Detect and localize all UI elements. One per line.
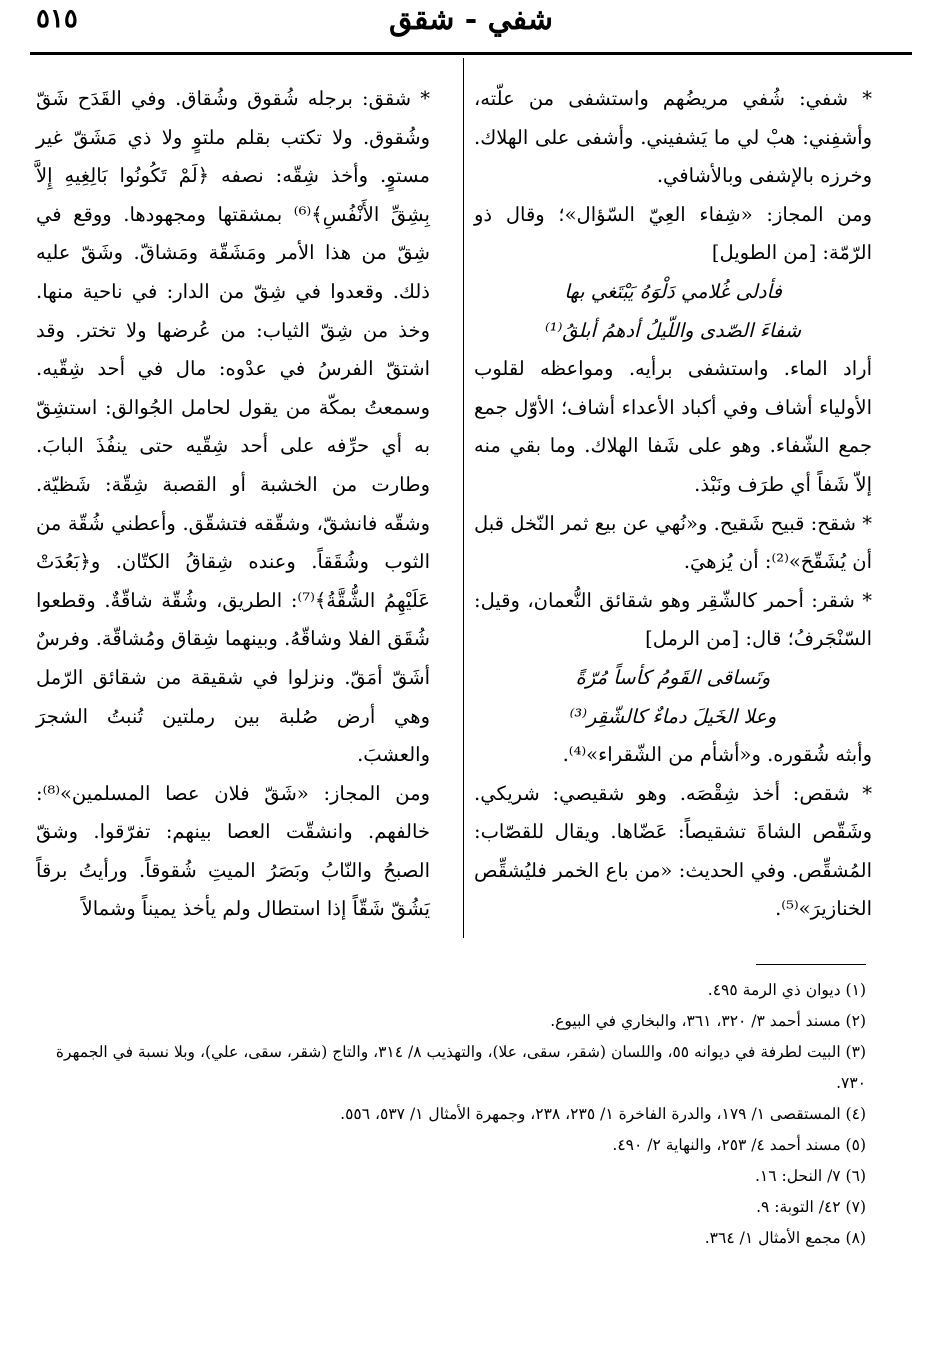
footnote: (٤) المستقصى ١/ ١٧٩، والدرة الفاخرة ١/ ٢٣٥، ٢٣٨، وجمهرة الأمثال ١/ ٥٣٧، ٥٥٦. (340, 1105, 866, 1123)
header-rule (30, 52, 912, 55)
majaz-intro: ومن المجاز: «شِفاء العِيّ السّؤال»؛ وقال ذو الرّمّة: [من الطويل] (474, 202, 872, 265)
footnote: (٧) ٤٢/ التوبة: ٩. (756, 1198, 866, 1216)
entry-shaqaq: * شقق: برجله شُقوق وشُقاق. وفي القَدَح شَقّ وشُقوق. ولا تكتب بقلم ملتوٍ ولا ذي مَشَقّ غير مستوٍ. وأخذ شِقّه: نصفه ﴿لَمْ تَكُونُوا بَالِغِيهِ إِلاَّ بِشِقِّ الأَنْفُسِ﴾⁽⁶⁾ بمشقتها ومجهودها. ووقع في شِقّ من هذا الأمر ومَشَقّة ومَشاقّ. وشَقّ عليه ذلك. وقعدوا في شِقّ من الدار: في ناحية منها. وخذ من شِقّ الثياب: من عُرضها ولا تختر. وقد اشتقّ الفرسُ في عدْوه: مال في أحد شِقّيه. وسمعتُ بمكّة من يقول لحامل الجُوالق: استشِقّ به أي حرِّفه على أحد شِقّيه حتى ينفُذَ البابَ. وطارت من الخشبة أو القصبة شِقّة: شَظيّة. وشقّه فانشقّ، وشقّقه فتشقّق. وأعطني شُقّة من الثوب وشُقَقاً. وعنده شِقاقُ الكتّان. و﴿بَعُدَتْ عَلَيْهِمُ الشُّقَّةُ﴾⁽⁷⁾: الطريق، وشُقّة شاقّةٌ. وقطعوا شُقَق الفلا وشاقّهُ. وبينهما شِقاق ومُشاقّة. وفرسٌ أشَقّ أمَقّ. ونزلوا في شقيقة من شقائق الرّمل وهي أرض صُلبة بين رملتين تُنبتُ الشجرَ والعشبَ. (36, 87, 430, 767)
majaz-paragraph: ومن المجاز: «شَقّ فلان عصا المسلمين»⁽⁸⁾: خالفهم. وانشقّت العصا بينهم: تفرّقوا. وشقّ الصبحُ والنّابُ وبَصَرُ الميتِ شُقوقاً. ورأيتُ برقاً يَشُقّ شَقّاً إذا استطال ولم يأخذ يميناً وشمالاً (36, 781, 430, 921)
page-number: ٥١٥ (36, 4, 78, 34)
left-column (36, 80, 430, 929)
running-title: شفي - شقق (389, 2, 553, 37)
footnote: (١) ديوان ذي الرمة ٤٩٥. (707, 981, 866, 999)
right-column (474, 80, 872, 929)
entry-shafa: * شفي: شُفي مريضُهم واستشفى من علّته، وأشفِني: هبْ لي ما يَشفيني. وأشفى على الهلاك. وخرزه بالإشفى وبالأشافي. (474, 87, 872, 188)
paragraph: أراد الماء. واستشفى برأيه. ومواعظه لقلوب الأولياء أشاف وفي أكباد الأعداء أشاف؛ الأوّل جمع جمع الشّفاء. وهو على شَفا الهلاك. وما بقي منه إلاّ شَفاً أي طرَف ونَبْذ. (474, 357, 872, 496)
verse-line: وتَساقى القَومُ كأساً مُرّةً (575, 665, 771, 689)
entry-shaqah: * شقح: قبيح شَقيح. و«نُهي عن بيع ثمر النّخل قبل أن يُشَقّحَ»⁽²⁾: أن يُزهيَ. (474, 511, 872, 574)
entry-shaqas: * شقص: أخذ شِقْصَه. وهو شقيصي: شريكي. وشَقّص الشاةَ تشقيصاً: عَضّاها. ويقال للقصّاب: المُشقِّص. وفي الحديث: «من باع الخمر فليُشقِّص الخنازيرَ»⁽⁵⁾. (474, 781, 872, 921)
footnotes (30, 975, 866, 1254)
verse-line: وعلا الخَيلَ دماءٌ كالشّقِر⁽³⁾ (569, 704, 777, 728)
footnote: (٢) مسند أحمد ٣/ ٣٢٠، ٣٦١، والبخاري في البيوع. (550, 1012, 866, 1030)
footnote: (٦) ٧/ النحل: ١٦. (754, 1167, 866, 1185)
verse-line: فأدلى غُلامي دَلْوَهُ يَبْتَغي بها (564, 279, 782, 303)
column-divider (463, 58, 464, 938)
footnote: (٥) مسند أحمد ٤/ ٢٥٣، والنهاية ٢/ ٤٩٠. (612, 1136, 866, 1154)
footnote: (٨) مجمع الأمثال ١/ ٣٦٤. (704, 1229, 866, 1247)
footnote: (٣) البيت لطرفة في ديوانه ٥٥، واللسان (شقر، سقى، علا)، والتهذيب ٨/ ٣١٤، والتاج (شقر، سقى، علي)، وبلا نسبة في الجمهرة ٧٣٠. (55, 1043, 866, 1092)
entry-shaqar: * شقر: أحمر كالشّقِر وهو شقائق النُّعمان، وقيل: السّنْجَرفُ؛ قال: [من الرمل] (474, 588, 872, 651)
verse-line: شفاءَ الصّدى واللّيلُ أدهمُ أبلقُ⁽¹⁾ (544, 318, 802, 342)
footnote-rule (756, 964, 866, 965)
paragraph: وأبثه شُقوره. و«أشأم من الشّقراء»⁽⁴⁾. (562, 743, 872, 767)
